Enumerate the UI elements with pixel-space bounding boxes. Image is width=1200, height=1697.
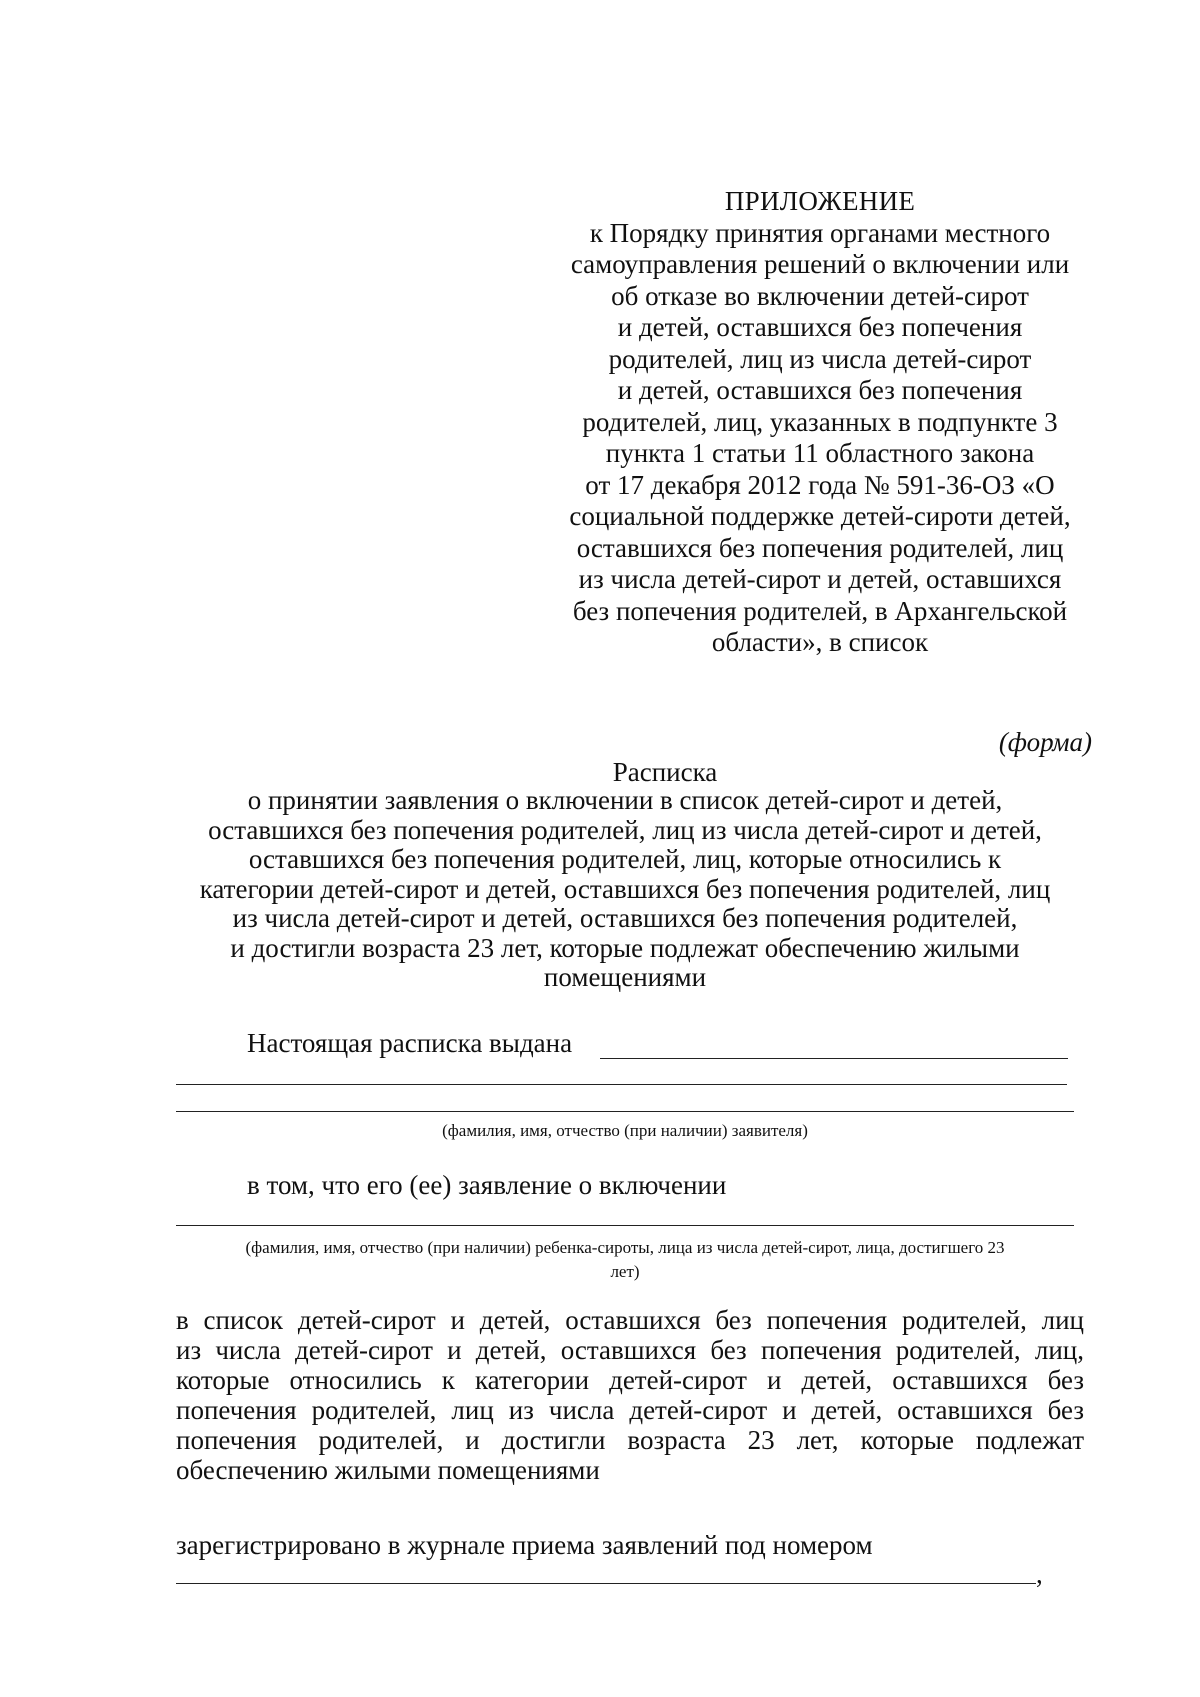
appendix-line: пункта 1 статьи 11 областного закона [605,438,1035,468]
appendix-line: оставшихся без попечения родителей, лиц [576,532,1064,563]
appendix-line: области», в список [711,627,929,657]
appendix-line: об отказе во включении детей-сирот [611,280,1029,311]
registration-comma: , [1036,1559,1043,1589]
appendix-line: к Порядку принятия органами местного [589,217,1051,248]
appendix-line: из числа детей-сирот и детей, оставшихся [578,564,1062,594]
form-label: (форма) [998,727,1092,757]
appendix-line: самоуправления решений о включении или [570,249,1070,279]
appendix-line: родителей, лиц, указанных в подпункте 3 [582,406,1058,437]
receipt-title: Расписка [612,757,718,787]
receipt-subtitle-line: о принятии заявления о включении в список детей-сирот и детей, [247,785,1003,815]
receipt-subtitle-line: из числа детей-сирот и детей, оставшихся без попечения родителей, [232,903,1018,933]
child-name-line[interactable] [176,1225,1074,1226]
appendix-line: без попечения родителей, в Архангельской [572,595,1068,626]
body-paragraph [176,1305,1084,1485]
issued-to-label: Настоящая расписка выдана [247,1028,573,1058]
receipt-subtitle-line: категории детей-сирот и детей, оставшихся без попечения родителей, лиц [199,873,1051,904]
appendix-header [548,186,1092,659]
body-line: в список детей-сирот и детей, оставшихся без попечения родителей, лиц [176,1305,1084,1335]
body-line: обеспечению жилыми помещениями [176,1455,600,1485]
receipt-subtitle-line: помещениями [543,962,707,992]
issued-to-name-line-3[interactable] [176,1111,1074,1112]
registration-number-line[interactable] [176,1583,1036,1584]
appendix-line: от 17 декабря 2012 года № 591-36-ОЗ «О [585,469,1055,500]
applicant-name-caption: (фамилия, имя, отчество (при наличии) заявителя) [442,1121,808,1140]
issued-to-name-line-2[interactable] [176,1084,1067,1085]
body-line: которые относились к категории детей-сирот и детей, оставшихся без [176,1365,1084,1395]
body-line: попечения родителей, лиц из числа детей-сирот и детей, оставшихся без [176,1395,1084,1425]
registration-label: зарегистрировано в журнале приема заявлений под номером [176,1530,873,1560]
body-line: из числа детей-сирот и детей, оставшихся без попечения родителей, лиц, [176,1335,1084,1365]
appendix-line: родителей, лиц из числа детей-сирот [608,343,1032,374]
child-name-caption: (фамилия, имя, отчество (при наличии) ребенка-сироты, лица из числа детей-сирот, лица, достигшего 23 [245,1238,1005,1257]
appendix-line: и детей, оставшихся без попечения [617,312,1023,342]
receipt-subtitle-line: и достигли возраста 23 лет, которые подлежат обеспечению жилыми [230,932,1020,963]
body-line: попечения родителей, и достигли возраста 23 лет, которые подлежат [176,1425,1084,1455]
appendix-line: и детей, оставшихся без попечения [617,375,1023,405]
issued-to-name-line[interactable] [600,1058,1068,1059]
child-name-caption-cont: лет) [610,1262,640,1281]
application-label: в том, что его (ее) заявление о включении [247,1170,727,1200]
appendix-line: социальной поддержке детей-сироти детей, [569,501,1071,531]
receipt-subtitle-line: оставшихся без попечения родителей, лиц из числа детей-сирот и детей, [208,814,1042,845]
receipt-subtitle-line: оставшихся без попечения родителей, лиц, которые относились к [248,844,1002,874]
appendix-title: ПРИЛОЖЕНИЕ [724,186,916,216]
receipt-subtitle [160,786,1090,993]
